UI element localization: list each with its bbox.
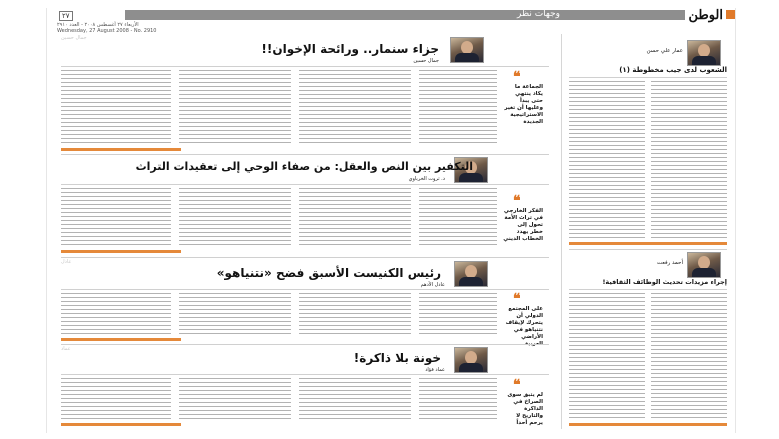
page-header bbox=[47, 8, 735, 34]
pull-quote: على المجتمع الدولي أن يتحرك لإيقاف نتنياهو في الأراضي bbox=[505, 306, 543, 340]
divider bbox=[61, 344, 549, 345]
article-text-column bbox=[179, 378, 291, 422]
author-photo bbox=[454, 347, 488, 373]
divider bbox=[61, 154, 549, 155]
article-text-column bbox=[419, 70, 497, 146]
divider bbox=[569, 77, 727, 78]
article-text-column bbox=[299, 188, 411, 248]
article-text-column bbox=[299, 70, 411, 146]
divider bbox=[569, 289, 727, 290]
column-header: عماد bbox=[61, 346, 71, 352]
article-text-column bbox=[419, 188, 497, 248]
date-line: الأربعاء ٢٧ أغسطس ٢٠٠٨ - العدد ٢٩١٠ Wednesday, 27 August 2008 - No. 2910 bbox=[57, 22, 157, 34]
quote-icon: ❝ bbox=[513, 193, 521, 209]
divider bbox=[61, 66, 549, 67]
article-author: د. ثروت الخرباوي bbox=[408, 176, 445, 182]
article-text-column bbox=[179, 188, 291, 248]
author-photo bbox=[450, 37, 484, 63]
masthead-logo-icon bbox=[726, 10, 735, 19]
article-text-column bbox=[61, 188, 171, 248]
column-header: جمال حسين bbox=[61, 35, 87, 41]
side-text-column bbox=[651, 81, 727, 239]
article-text-column bbox=[299, 378, 411, 422]
article-text-column bbox=[179, 293, 291, 337]
column-separator bbox=[561, 34, 562, 429]
article-title: خونة بلا ذاكرة! bbox=[353, 351, 441, 365]
divider bbox=[569, 249, 727, 250]
masthead: الوطن bbox=[688, 8, 723, 23]
article-title: جزاء سنمار.. ورائحة الإخوان!! bbox=[261, 42, 439, 56]
article-text-column bbox=[419, 293, 497, 337]
side-text-column bbox=[569, 293, 645, 421]
article-author: جمال حسين bbox=[413, 58, 439, 64]
side-article-author: عمار علي حسن bbox=[646, 48, 683, 54]
column-header: عادل bbox=[61, 259, 72, 265]
divider bbox=[61, 289, 549, 290]
side-article-title: إجراء مزيدات تحديث الوظائف الثقافية! bbox=[602, 278, 727, 286]
divider bbox=[61, 257, 549, 258]
accent-rule bbox=[61, 250, 181, 253]
article-text-column bbox=[419, 378, 497, 422]
accent-rule bbox=[61, 423, 181, 426]
article-text-column bbox=[61, 378, 171, 422]
divider bbox=[61, 374, 549, 375]
accent-rule bbox=[61, 338, 181, 341]
side-text-column bbox=[569, 81, 645, 239]
section-label: وجهات نظر bbox=[517, 9, 560, 19]
article-author: عماد فؤاد bbox=[425, 367, 445, 373]
section-bar bbox=[125, 10, 685, 20]
article-text-column bbox=[299, 293, 411, 337]
accent-rule bbox=[61, 148, 181, 151]
side-article-author: أحمد رفعت bbox=[656, 260, 683, 266]
quote-icon: ❝ bbox=[513, 69, 521, 85]
pull-quote: الفكر الخارجي في تراث الأمة تحول إلى خطر يهدد الخطاب الديني bbox=[503, 208, 543, 242]
quote-icon: ❝ bbox=[513, 291, 521, 307]
divider bbox=[61, 184, 549, 185]
pull-quote: لم يتبق سوى الصراخ في الذاكرة والتاريخ لا يرحم أحداً bbox=[507, 392, 543, 426]
article-author: عادل الأدهم bbox=[420, 282, 445, 288]
quote-icon: ❝ bbox=[513, 377, 521, 393]
side-text-column bbox=[651, 293, 727, 421]
article-title: التكفير بين النص والعقل: من صفاء الوحي إلى تعقيدات التراث bbox=[135, 160, 473, 173]
side-article-title: الشعوب لدى جيب مخطوطة (١) bbox=[619, 66, 727, 74]
newspaper-page bbox=[46, 8, 736, 433]
article-text-column bbox=[61, 293, 171, 337]
article-text-column bbox=[61, 70, 171, 146]
page-number: ٢٧ bbox=[59, 11, 73, 21]
article-title: رئيس الكنيست الأسبق فضح «نتنياهو» bbox=[216, 266, 441, 280]
author-photo bbox=[454, 261, 488, 287]
article-text-column bbox=[179, 70, 291, 146]
accent-rule bbox=[569, 423, 727, 426]
author-photo bbox=[687, 40, 721, 66]
author-photo bbox=[687, 252, 721, 278]
pull-quote: الجماعة ما يكاد ينتهي حتى يبدأ وعليها أن تغير الاستراتيجية الجديدة bbox=[504, 84, 543, 125]
accent-rule bbox=[569, 242, 727, 245]
